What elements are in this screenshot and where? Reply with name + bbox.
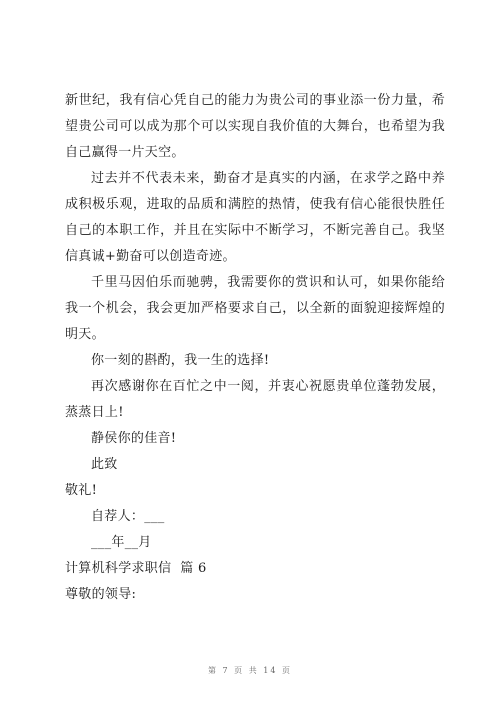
paragraph-1: 新世纪，我有信心凭自己的能力为贵公司的事业添一份力量，希望贵公司可以成为那个可以实现自我价值的大舞台，也希望为我自己赢得一片天空。 bbox=[65, 93, 445, 160]
paragraph-2: 过去并不代表未来，勤奋才是真实的内涵，在求学之路中养成积极乐观，进取的品质和满腔的热情，使我有信心能很快胜任自己的本职工作，并且在实际中不断学习，不断完善自己。我坚信真诚+勤奋可以创造奇迹。 bbox=[65, 171, 445, 264]
paragraph-3: 千里马因伯乐而驰骋，我需要你的赏识和认可，如果你能给我一个机会，我会更加严格要求自己，以全新的面貌迎接辉煌的明天。 bbox=[65, 275, 445, 342]
greeting-line: 尊敬的领导: bbox=[65, 587, 137, 602]
paragraph-4: 你一刻的斟酌，我一生的选择! bbox=[91, 353, 270, 368]
page-footer: 第 7 页 共 14 页 bbox=[208, 666, 292, 675]
paragraph-5: 再次感谢你在百忙之中一阅，并衷心祝愿贵单位蓬勃发展，蒸蒸日上! bbox=[65, 379, 445, 420]
section-title: 计算机科学求职信 篇 6 bbox=[65, 561, 207, 576]
signer-line: 自荐人：___ bbox=[91, 509, 165, 524]
letter-body bbox=[65, 88, 445, 608]
date-line: ___年__月 bbox=[91, 535, 152, 550]
paragraph-6: 静侯你的佳音! bbox=[91, 431, 177, 446]
salute-line: 敬礼! bbox=[65, 483, 98, 498]
closing-line: 此致 bbox=[91, 457, 118, 472]
